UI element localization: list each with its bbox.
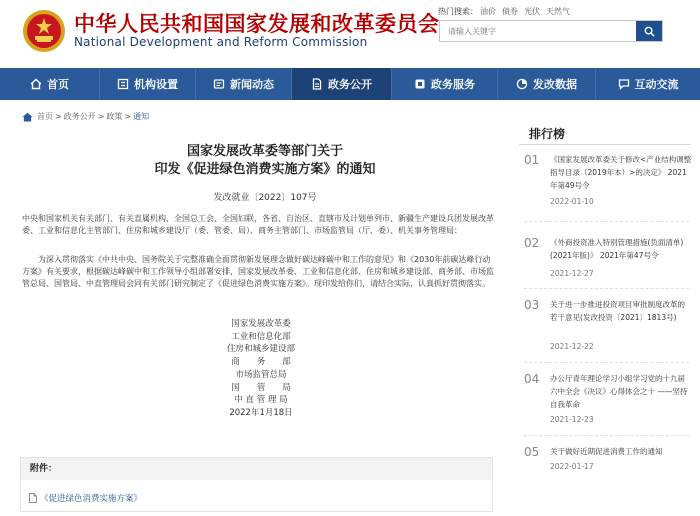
breadcrumb-separator: > (55, 112, 62, 121)
breadcrumb-current[interactable]: 通知 (133, 112, 150, 121)
hot-search-label: 热门搜索： (438, 7, 478, 16)
nav-item-gov-affairs[interactable] (292, 68, 392, 100)
attachment-file-name: 《促进绿色消费实施方案》 (40, 494, 143, 504)
nav-item-label: 政务公开 (328, 78, 372, 91)
home-icon[interactable] (22, 112, 33, 122)
breadcrumb-item[interactable]: 首页 (37, 112, 53, 121)
document-number: 发改就业〔2022〕107号 (213, 193, 317, 203)
hot-search-term[interactable]: 光伏 (524, 7, 540, 16)
home-icon (30, 78, 42, 90)
signatory: 工业和信息化部 (231, 331, 291, 342)
ranking-item-date: 2021-12-27 (550, 269, 594, 278)
ranking-item-title[interactable]: 关于做好近期促进消费工作的通知 (550, 447, 663, 456)
issue-date: 2022年1月18日 (229, 407, 293, 418)
file-icon (29, 493, 37, 503)
nav-item-label: 机构设置 (134, 78, 178, 91)
ranking-divider (524, 362, 689, 363)
attachment-link[interactable] (29, 492, 142, 504)
ranking-divider (524, 435, 689, 436)
article-title-line-1: 国家发展改革委等部门关于 (186, 144, 343, 159)
signatory: 商 务 部 (231, 357, 291, 368)
ranking-item-date: 2022-01-17 (550, 462, 594, 471)
ranking-item-title[interactable]: 《外商投资准入特别管理措施(负面清单)(2021年版)》 2021年第47号令 (550, 238, 684, 260)
service-icon (414, 78, 426, 90)
search-icon (644, 26, 655, 37)
signatory: 中 直 管 理 局 (234, 395, 288, 406)
signatory: 国 管 局 (231, 382, 291, 393)
nav-item-home[interactable] (0, 68, 100, 100)
ranking-divider (524, 221, 689, 222)
national-emblem-icon[interactable] (22, 9, 66, 53)
ranking-number: 02 (524, 236, 540, 250)
data-icon (516, 78, 528, 90)
nav-item-label: 发改数据 (533, 78, 577, 91)
breadcrumb (22, 111, 149, 122)
article-body: 为深入贯彻落实《中共中央、国务院关于完整准确全面贯彻新发展理念做好碳达峰碳中和工作的意见》和《2030年前碳达峰行动方案》有关要求，根据碳达峰碳中和工作领导小组部署安排，国家发展改革委、工业和信息化部、住房和城乡建设部、商务部、市场监管总局、国管局、中直管理局会同有关部门研究制定了《促进绿色消费实施方案》。现印发给你们，请结合实际，认真抓好贯彻落实。 (22, 255, 494, 288)
signatories (206, 318, 316, 420)
document-icon (311, 78, 323, 90)
nav-item-service[interactable] (392, 68, 498, 100)
nav-item-label: 互动交流 (634, 78, 679, 91)
search-input[interactable] (440, 21, 636, 41)
news-icon (213, 78, 225, 90)
hot-search-term[interactable]: 债券 (502, 7, 518, 16)
hot-search (438, 6, 576, 17)
ranking-item-title[interactable]: 《国家发展改革委关于修改<产业结构调整指导目录（2019年本）>的决定》 2021年第49号令 (550, 155, 692, 190)
ranking-item-date: 2022-01-10 (550, 197, 594, 206)
ranking-header (519, 125, 691, 145)
nav-item-interaction[interactable] (596, 68, 700, 100)
search-box (439, 20, 663, 42)
nav-item-org[interactable] (100, 68, 196, 100)
article-title-line-2: 印发《促进绿色消费实施方案》的通知 (154, 162, 376, 177)
main-nav (0, 68, 700, 100)
chat-icon (618, 78, 630, 90)
ranking-divider (524, 288, 689, 289)
ranking-title: 排行榜 (529, 127, 566, 141)
ranking-item-title[interactable]: 关于进一步推进投资项目审批制度改革的若干意见(发改投资〔2021〕1813号) (550, 300, 685, 322)
site-header (0, 0, 700, 68)
ranking-item-date: 2021-12-23 (550, 415, 594, 424)
ranking-number: 03 (524, 298, 540, 312)
breadcrumb-item[interactable]: 政策 (106, 112, 123, 121)
nav-item-label: 新闻动态 (230, 78, 274, 91)
ranking-number: 01 (524, 153, 540, 167)
nav-item-news[interactable] (196, 68, 292, 100)
org-icon (117, 78, 129, 90)
nav-item-label: 政务服务 (431, 78, 475, 91)
breadcrumb-separator: > (97, 112, 105, 121)
breadcrumb-separator: > (124, 112, 132, 121)
org-name-en[interactable]: National Development and Reform Commission (74, 35, 368, 49)
attachment-heading: 附件： (21, 458, 492, 480)
nav-item-label: 首页 (47, 78, 69, 91)
ranking-item-title[interactable]: 办公厅青年理论学习小组学习党的十九届六中全会《决议》心得体会之十 ——坚持自我革命 (550, 374, 688, 409)
search-button[interactable] (636, 21, 662, 41)
breadcrumb-item[interactable]: 政务公开 (63, 112, 96, 121)
signatory: 住房和城乡建设部 (226, 344, 295, 355)
hot-search-term[interactable]: 油价 (480, 7, 496, 16)
ranking-number: 04 (524, 372, 540, 386)
org-name-cn[interactable]: 中华人民共和国国家发展和改革委员会 (74, 12, 440, 36)
article-recipients: 中央和国家机关有关部门、有关直属机构，全国总工会、全国妇联，各省、自治区、直辖市及计划单列市、新疆生产建设兵团发展改革委、工业和信息化主管部门、住房和城乡建设厅（委、管委、局）、商务主管部门、市场监管局（厅、委）、机关事务管理局： (22, 214, 494, 235)
signatory: 市场监管总局 (235, 369, 287, 380)
nav-item-data[interactable] (498, 68, 596, 100)
signatory: 国家发展改革委 (231, 319, 291, 329)
ranking-item-date: 2021-12-22 (550, 342, 594, 351)
hot-search-term[interactable]: 天然气 (546, 7, 570, 16)
ranking-number: 05 (524, 445, 540, 459)
